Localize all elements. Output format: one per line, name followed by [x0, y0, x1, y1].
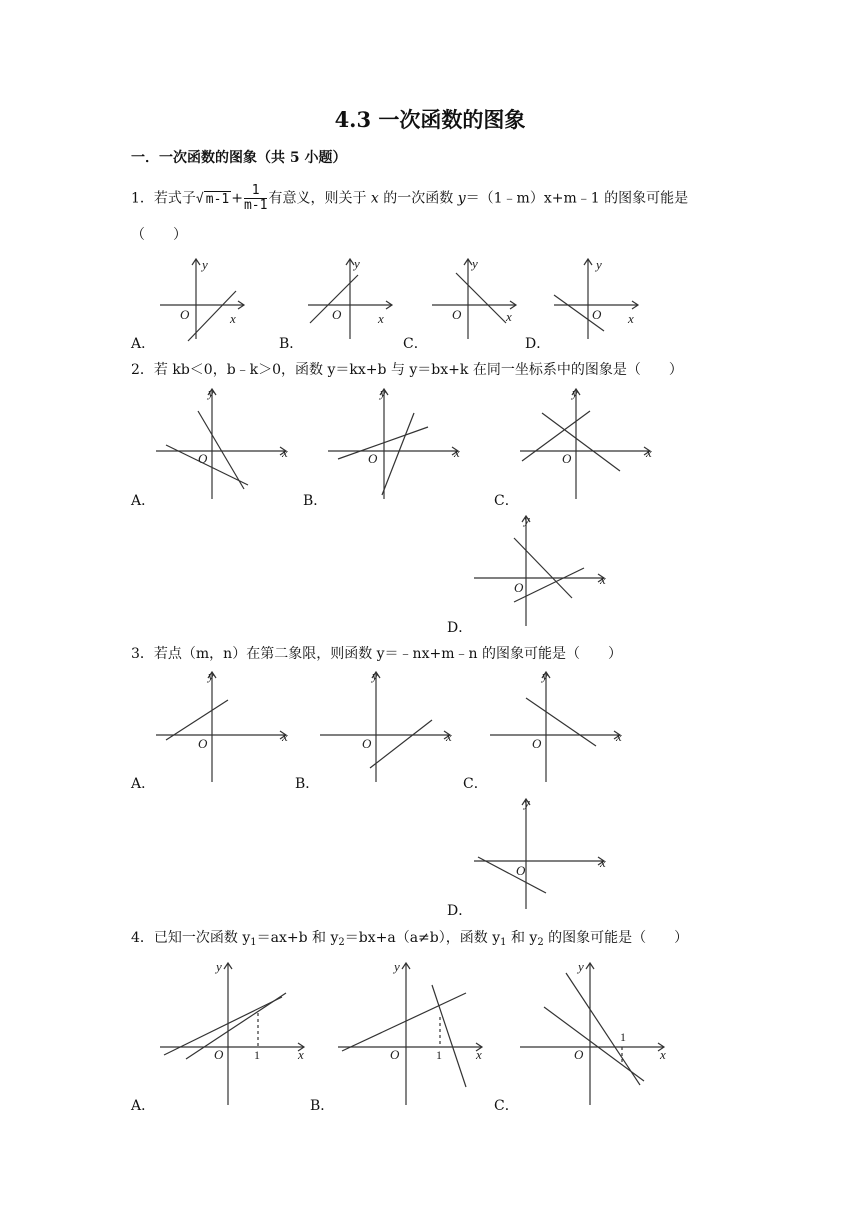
- q4-graph-a: [158, 955, 308, 1105]
- svg-text:O: O: [332, 307, 342, 322]
- svg-text:y: y: [524, 512, 530, 527]
- question-1: 1．若式子√ m-1 + $\frac{1}{m-1}$ 有意义，则关于 x 的一次函数 y＝（1﹣m）x+m﹣1 的图象可能是: [131, 183, 689, 213]
- q1-graph-c: [430, 255, 520, 340]
- q3-graph-a: [152, 668, 292, 783]
- option-b-label: B．: [279, 336, 304, 352]
- svg-text:y: y: [208, 668, 214, 683]
- svg-text:x: x: [628, 311, 634, 326]
- q2-graph-a: [152, 385, 292, 500]
- option-c-label: C．: [463, 776, 488, 792]
- svg-text:x: x: [446, 729, 452, 744]
- option-a-label: A．: [131, 493, 156, 509]
- svg-text:x: x: [298, 1047, 304, 1062]
- svg-text:x: x: [282, 729, 288, 744]
- svg-text:1: 1: [620, 1030, 626, 1044]
- q3-graph-d: [470, 795, 610, 910]
- option-b-label: B．: [295, 776, 320, 792]
- option-c-label: C．: [403, 336, 428, 352]
- option-a-label: A．: [131, 776, 156, 792]
- svg-text:x: x: [600, 572, 606, 587]
- option-d-label: D．: [525, 336, 551, 352]
- q1-graph-b: [306, 255, 396, 340]
- svg-text:O: O: [592, 307, 602, 322]
- q1-graph-a: [158, 255, 248, 340]
- svg-text:y: y: [380, 385, 386, 400]
- svg-text:O: O: [390, 1047, 400, 1062]
- option-b-label: B．: [310, 1098, 335, 1114]
- svg-text:O: O: [362, 736, 372, 751]
- svg-text:y: y: [216, 959, 222, 974]
- section-heading: 一．一次函数的图象（共 5 小题）: [131, 150, 347, 166]
- svg-text:O: O: [198, 736, 208, 751]
- svg-text:y: y: [596, 257, 602, 272]
- svg-text:O: O: [532, 736, 542, 751]
- question-4: 4．已知一次函数 $y_1=ax+b$ 和 $y_2=bx+a(a\ne b)$，函数 $y_1$ 和 $y_2$ 的图象可能是（ ）: [131, 930, 689, 948]
- question-number: 1．: [131, 190, 154, 207]
- q2-graph-c: [516, 385, 656, 500]
- svg-text:y: y: [354, 256, 360, 271]
- svg-text:x: x: [646, 445, 652, 460]
- svg-text:x: x: [282, 445, 288, 460]
- svg-text:x: x: [454, 445, 460, 460]
- q3-graph-b: [316, 668, 456, 783]
- svg-text:1: 1: [254, 1048, 260, 1062]
- option-d-label: D．: [447, 620, 473, 636]
- option-a-label: A．: [131, 336, 156, 352]
- option-c-label: C．: [494, 493, 519, 509]
- svg-text:y: y: [202, 257, 208, 272]
- svg-text:x: x: [600, 855, 606, 870]
- svg-text:O: O: [368, 451, 378, 466]
- option-a-label: A．: [131, 1098, 156, 1114]
- question-2: 2．若 kb＜0，b﹣k＞0，函数 y＝kx+b 与 y＝bx+k 在同一坐标系中的图象是（ ）: [131, 362, 683, 378]
- question-3: 3．若点（m，n）在第二象限，则函数 y＝﹣nx+m﹣n 的图象可能是（ ）: [131, 646, 622, 662]
- q3-graph-c: [486, 668, 626, 783]
- svg-text:y: y: [524, 795, 530, 810]
- svg-text:x: x: [506, 309, 512, 324]
- option-b-label: B．: [303, 493, 328, 509]
- svg-text:O: O: [452, 307, 462, 322]
- q1-graph-d: [552, 255, 642, 340]
- svg-text:O: O: [214, 1047, 224, 1062]
- svg-text:O: O: [514, 580, 524, 595]
- fraction: $\frac{1}{m-1}$: [243, 183, 268, 213]
- svg-text:O: O: [198, 451, 208, 466]
- svg-text:x: x: [660, 1047, 666, 1062]
- svg-text:y: y: [572, 385, 578, 400]
- svg-text:O: O: [516, 863, 526, 878]
- svg-text:x: x: [230, 311, 236, 326]
- question-text: 若式子: [153, 190, 196, 207]
- svg-text:x: x: [616, 729, 622, 744]
- svg-text:x: x: [476, 1047, 482, 1062]
- svg-text:y: y: [472, 256, 478, 271]
- svg-text:y: y: [394, 959, 400, 974]
- option-d-label: D．: [447, 903, 473, 919]
- svg-text:O: O: [180, 307, 190, 322]
- q4-graph-b: [336, 955, 486, 1105]
- q2-graph-d: [470, 512, 610, 627]
- svg-text:x: x: [378, 311, 384, 326]
- page-title: 4.3 一次函数的图象: [334, 107, 526, 132]
- svg-text:y: y: [208, 385, 214, 400]
- answer-paren: （ ）: [131, 227, 187, 243]
- q2-graph-b: [324, 385, 464, 500]
- svg-text:O: O: [562, 451, 572, 466]
- q4-graph-c: [518, 955, 668, 1105]
- svg-text:y: y: [578, 959, 584, 974]
- option-c-label: C．: [494, 1098, 519, 1114]
- svg-text:O: O: [574, 1047, 584, 1062]
- sqrt-expression: √ m-1: [195, 191, 230, 207]
- svg-text:y: y: [542, 668, 548, 683]
- svg-text:y: y: [372, 668, 378, 683]
- svg-text:1: 1: [436, 1048, 442, 1062]
